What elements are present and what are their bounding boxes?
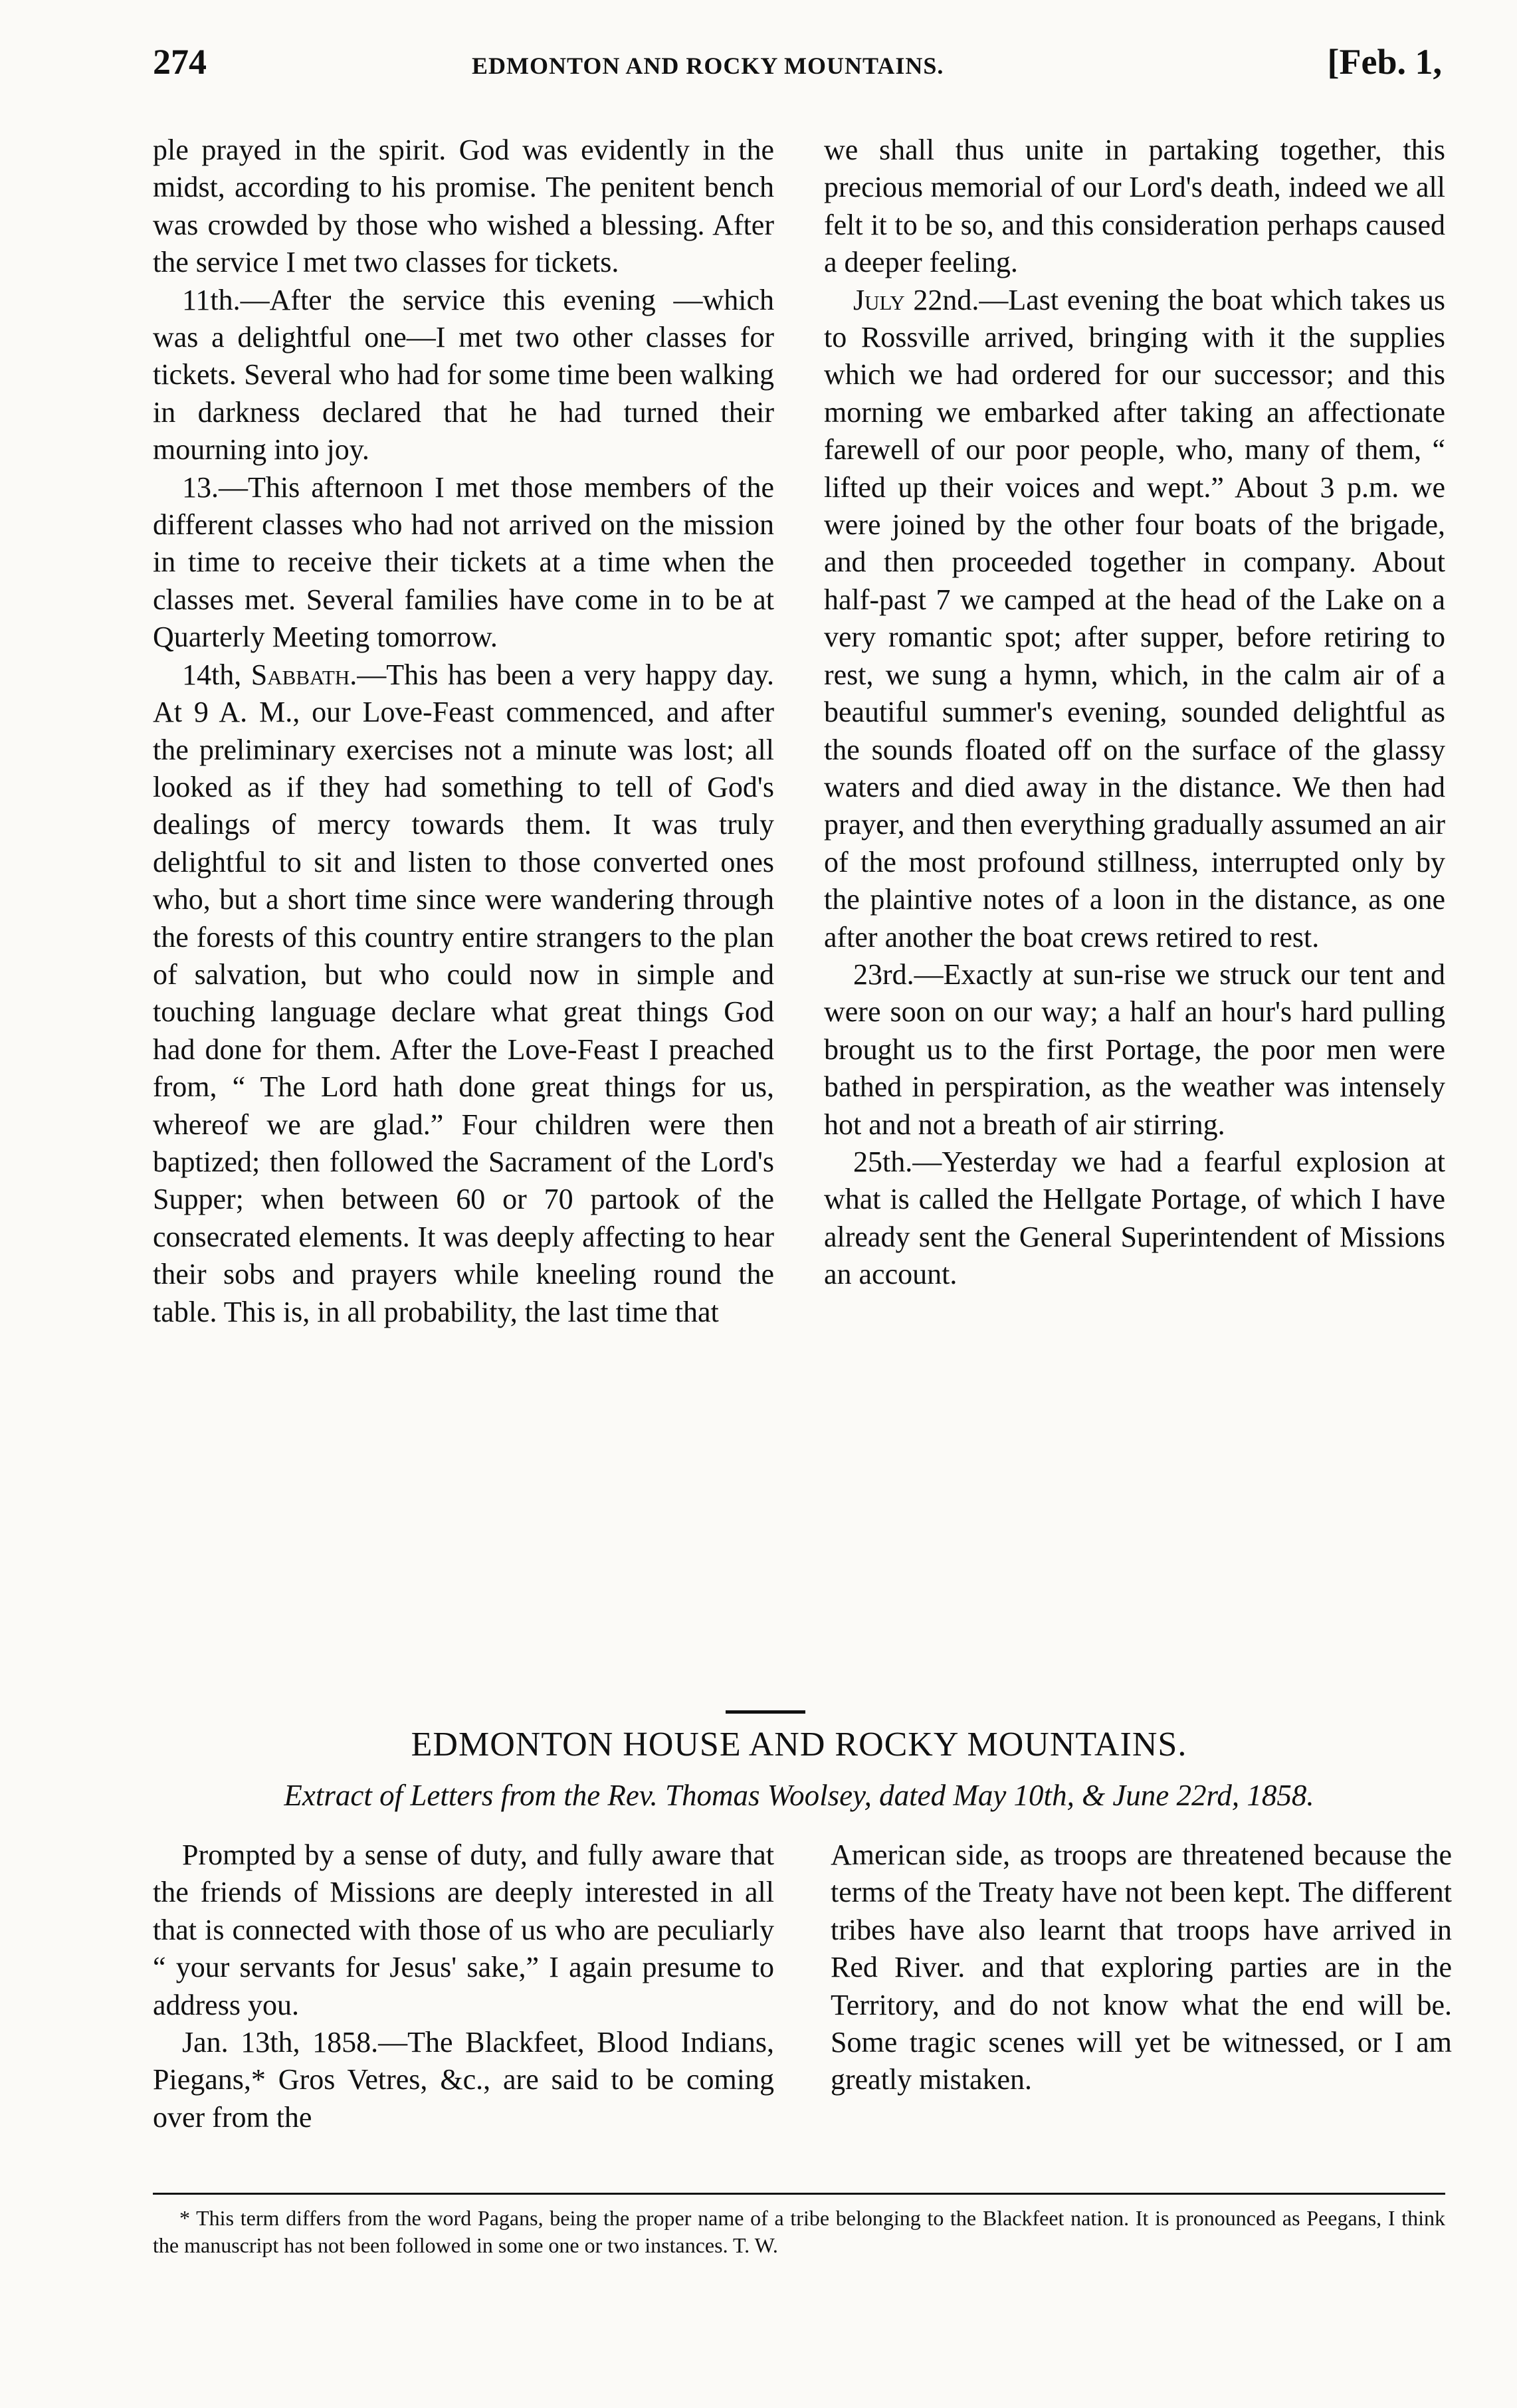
- paragraph: ple prayed in the spirit. God was evidently in the midst, according to his promise. The penitent bench was crowded by those who wished a blessing. After the service I met two classes for tickets.: [153, 134, 774, 279]
- paragraph: Prompted by a sense of duty, and fully aware that the friends of Missions are deeply interested in all that is connected with those of us who are peculiarly “ your servants for Jesus' sake,” I again presume to address you.: [153, 1839, 774, 2021]
- running-head: [153, 41, 1442, 94]
- paragraph: 25th.—Yesterday we had a fearful explosion at what is called the Hellgate Portage, of which I have already sent the General Superintendent of Missions an account.: [824, 1145, 1445, 1291]
- top-left-column: [153, 132, 774, 1331]
- section-divider: [726, 1710, 805, 1714]
- entry-date: 14th,: [182, 658, 242, 691]
- paragraph: we shall thus unite in partaking together, this precious memorial of our Lord's death, indeed we all felt it to be so, and this consideration perhaps caused a deeper feeling.: [824, 134, 1445, 279]
- running-date: [Feb. 1,: [1327, 42, 1442, 82]
- entry-text: 22nd.—Last evening the boat which takes us to Rossville arrived, bringing with it the supplies which we had ordered for our successor; and this morning we embarked after taking an affectionate farewell of our poor people, who, many of them, “ lifted up their voices and wept.” About 3 p.m. we were joined by the other four boats of the brigade, and then proceeded together in company. About half-past 7 we camped at the head of the Lake on a very romantic spot; after supper, before retiring to rest, we sung a hymn, which, in the calm air of a beautiful summer's evening, sounded delightful as the sounds floated off on the surface of the glassy waters and died away in the distance. We then had prayer, and then everything gradually assumed an air of the most profound stillness, interrupted only by the plaintive notes of a loon in the distance, as one after another the boat crews retired to rest.: [824, 283, 1445, 953]
- paragraph: Jan. 13th, 1858.—The Blackfeet, Blood Indians, Piegans,* Gros Vetres, &c., are said to be coming over from the: [153, 2026, 774, 2134]
- paragraph: 23rd.—Exactly at sun-rise we struck our tent and were soon on our way; a half an hour's hard pulling brought us to the first Portage, the poor men were bathed in perspiration, as the weather was intensely hot and not a breath of air stirring.: [824, 957, 1445, 1141]
- paragraph: 11th.—After the service this evening —which was a delightful one—I met two other classes for tickets. Several who had for some time been walking in darkness declared that he had turned their mourning into joy.: [153, 283, 774, 466]
- sabbath-paragraph: [153, 656, 774, 1331]
- top-right-column: [824, 132, 1445, 1294]
- bottom-left-column: [153, 1837, 774, 2136]
- month-label: July: [853, 283, 905, 316]
- section-title: EDMONTON HOUSE AND ROCKY MOUNTAINS.: [411, 1726, 1187, 1763]
- page-number: 274: [153, 42, 207, 82]
- entry-text: —This has been a very happy day. At 9 A. M., our Love-Feast commenced, and after the preliminary exercises not a minute was lost; all looked as if they had something to tell of God's dealings of mercy towards them. It was truly delightful to sit and listen to those converted ones who, but a short time since were wandering through the forests of this country entire strangers to the plan of salvation, but who could now in simple and touching language declare what great things God had done for them. After the Love-Feast I preached from, “ The Lord hath done great things for us, whereof we are glad.” Four children were then baptized; then followed the Sacrament of the Lord's Supper; when between 60 or 70 partook of the consecrated elements. It was deeply affecting to hear their sobs and prayers while kneeling round the table. This is, in all probability, the last time that: [153, 658, 775, 1328]
- running-title: EDMONTON AND ROCKY MOUNTAINS.: [472, 52, 944, 79]
- july-paragraph: [824, 282, 1445, 956]
- paragraph: American side, as troops are threatened because the terms of the Treaty have not been kept. The different tribes have also learnt that troops have arrived in Red River. and that exploring parties are in the Territory, and do not know what the end will be. Some tragic scenes will yet be witnessed, or I am greatly mistaken.: [831, 1839, 1452, 2096]
- footnote-rule: [153, 2193, 1445, 2195]
- sabbath-label: Sabbath.: [251, 658, 357, 691]
- section-subtitle: Extract of Letters from the Rev. Thomas Woolsey, dated May 10th, & June 22rd, 1858.: [284, 1779, 1314, 1812]
- footnote-text: * This term differs from the word Pagans, being the proper name of a tribe belonging to the Blackfeet nation. It is pronounced as Peegans, I think the manuscript has not been followed in some one or two instances. T. W.: [153, 2206, 1445, 2257]
- bottom-right-column: [831, 1837, 1452, 2099]
- footnote: [153, 2205, 1445, 2259]
- paragraph: 13.—This afternoon I met those members of the different classes who had not arrived on the mission in time to receive their tickets at a time when the classes met. Several families have come in to be at Quarterly Meeting tomorrow.: [153, 470, 774, 654]
